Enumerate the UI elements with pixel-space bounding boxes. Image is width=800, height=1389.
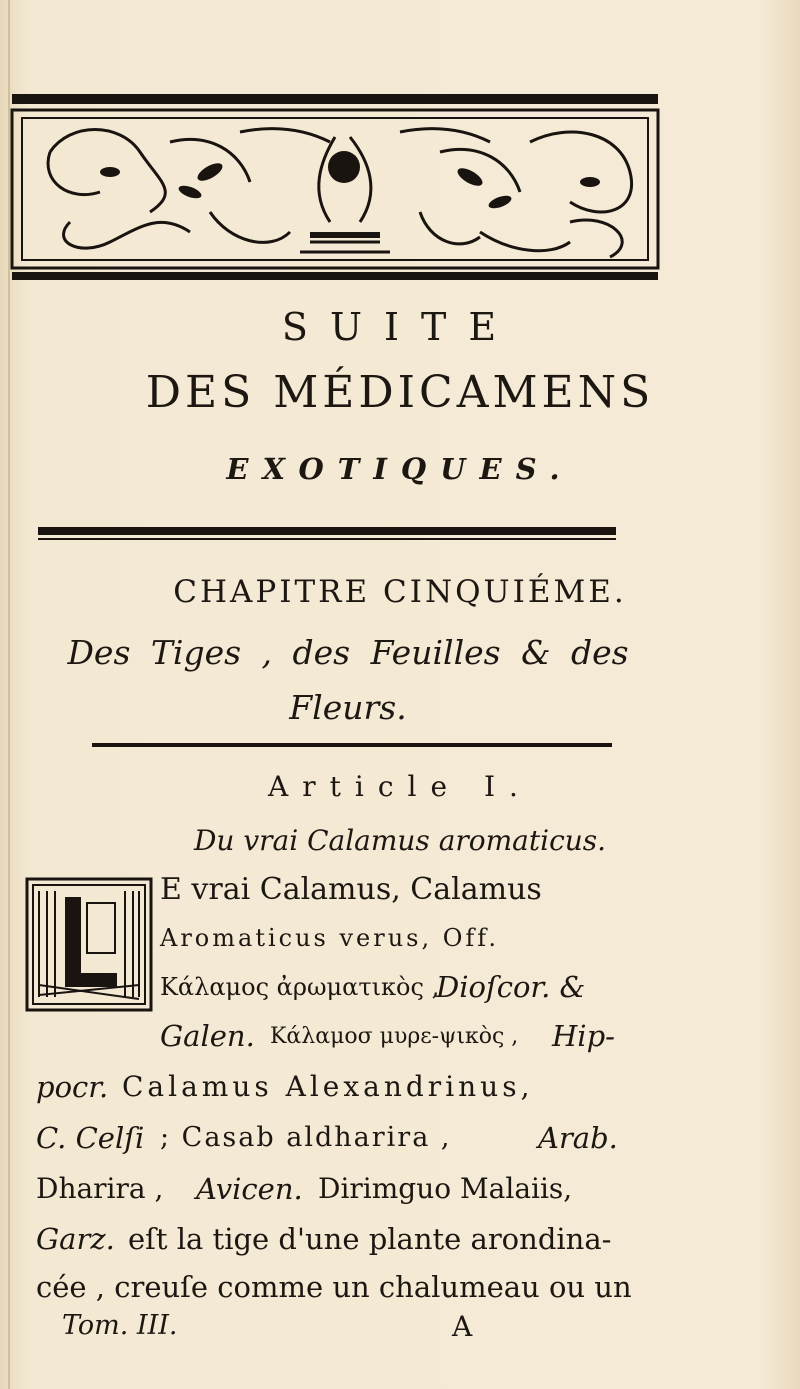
signature-mark: A — [452, 1310, 473, 1343]
body-line-7a: Dharira , — [36, 1172, 164, 1205]
body-line-6-italic: C. Celſi — [36, 1121, 145, 1155]
article-number: Article I. — [268, 770, 532, 803]
title-main: DES MÉDICAMENS — [145, 367, 655, 418]
body-line-6: ; Casab aldharira , — [160, 1122, 452, 1153]
body-line-5: Calamus Alexandrinus, — [122, 1070, 534, 1103]
chapter-subtitle-line2: Fleurs. — [289, 688, 407, 727]
body-line-5-italic: pocr. — [36, 1070, 109, 1104]
chapter-subtitle-line1: Des Tiges , des Feuilles & des — [67, 633, 629, 672]
body-line-2: Aromaticus verus, Off. — [160, 924, 499, 952]
body-line-3-rest: Dioſcor. & — [436, 970, 586, 1004]
body-line-4-rest: Hip- — [552, 1019, 615, 1053]
body-line-4-latin: Galen. — [160, 1019, 255, 1053]
body-line-1: E vrai Calamus, Calamus — [160, 872, 542, 907]
body-line-6-italic-2: Arab. — [538, 1121, 618, 1155]
body-line-7-italic: Avicen. — [196, 1172, 303, 1206]
body-line-3-greek: Κάλαμος ἀρωματικὸς , — [160, 973, 440, 1001]
chapter-title: CHAPITRE CINQUIÉME. — [173, 574, 627, 610]
body-line-9: cée , creuſe comme un chalumeau ou un — [36, 1270, 632, 1304]
body-line-8: eſt la tige d'une plante arondina- — [128, 1222, 612, 1256]
article-title: Du vrai Calamus aromaticus. — [193, 824, 607, 857]
body-line-7b: Dirimguo Malaiis, — [318, 1172, 573, 1205]
title-subtitle: EXOTIQUES. — [226, 452, 574, 486]
volume-marker: Tom. III. — [62, 1310, 178, 1341]
title-suite: SUITE — [281, 305, 519, 349]
body-line-4-greek: Κάλαμοσ μυρε-ψικὸς , — [270, 1024, 519, 1049]
body-line-8-italic: Garz. — [36, 1222, 115, 1256]
